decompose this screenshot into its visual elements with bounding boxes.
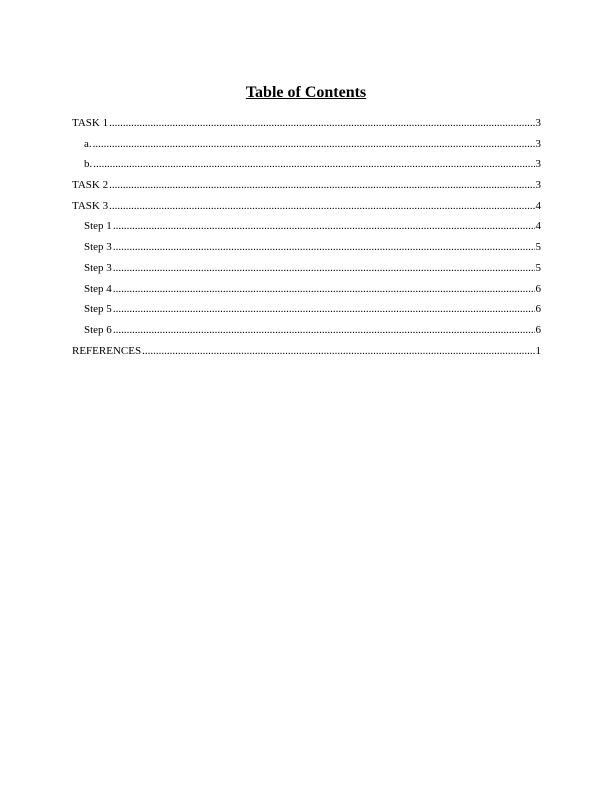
toc-entry-page-number: 6 (535, 323, 541, 336)
toc-entry-page-number: 4 (535, 220, 541, 233)
toc-entry-page-number: 3 (535, 117, 541, 129)
toc-entry-page-number: 6 (535, 303, 541, 316)
toc-entry-b[interactable] (72, 157, 541, 178)
dot-leader (93, 137, 535, 151)
dot-leader (142, 344, 534, 358)
toc-list (72, 116, 541, 364)
toc-entry-label: TASK 3 (72, 199, 109, 212)
toc-entry-page-number: 6 (535, 282, 541, 295)
dot-leader (113, 219, 535, 233)
toc-entry-step-4[interactable] (72, 282, 541, 303)
toc-entry-page-number: 1 (535, 344, 541, 357)
toc-entry-label: Step 4 (84, 282, 112, 295)
toc-entry-label: b. (84, 158, 93, 171)
toc-title: Table of Contents (245, 84, 367, 101)
dot-leader (113, 282, 535, 296)
toc-entry-label: TASK 2 (72, 179, 109, 192)
toc-entry-label: Step 5 (84, 303, 112, 316)
dot-leader (93, 157, 534, 171)
toc-entry-task-1[interactable] (72, 116, 541, 137)
toc-entry-step-3-second[interactable] (72, 261, 541, 282)
toc-entry-step-6[interactable] (72, 323, 541, 344)
toc-entry-references[interactable] (72, 344, 541, 365)
dot-leader (109, 178, 534, 192)
dot-leader (109, 116, 534, 130)
toc-entry-label: Step 6 (84, 323, 112, 336)
toc-entry-page-number: 4 (535, 199, 541, 212)
toc-entry-task-2[interactable] (72, 178, 541, 199)
toc-entry-task-3[interactable] (72, 199, 541, 220)
toc-entry-label: REFERENCES (72, 344, 142, 357)
toc-entry-step-5[interactable] (72, 302, 541, 323)
toc-entry-label: a. (84, 137, 92, 150)
toc-entry-page-number: 3 (535, 137, 541, 150)
dot-leader (113, 261, 535, 275)
toc-entry-label: TASK 1 (72, 117, 109, 129)
dot-leader (109, 199, 534, 213)
toc-entry-label: Step 3 (84, 261, 112, 274)
toc-entry-step-3-first[interactable] (72, 240, 541, 261)
toc-entry-page-number: 5 (535, 261, 541, 274)
dot-leader (113, 302, 535, 316)
toc-entry-page-number: 3 (535, 179, 541, 192)
toc-entry-step-1[interactable] (72, 219, 541, 240)
toc-entry-page-number: 5 (535, 241, 541, 254)
toc-entry-label: Step 1 (84, 220, 112, 233)
toc-entry-page-number: 3 (535, 158, 541, 171)
dot-leader (113, 323, 535, 337)
dot-leader (113, 240, 535, 254)
toc-entry-a[interactable] (72, 137, 541, 158)
toc-entry-label: Step 3 (84, 241, 112, 254)
